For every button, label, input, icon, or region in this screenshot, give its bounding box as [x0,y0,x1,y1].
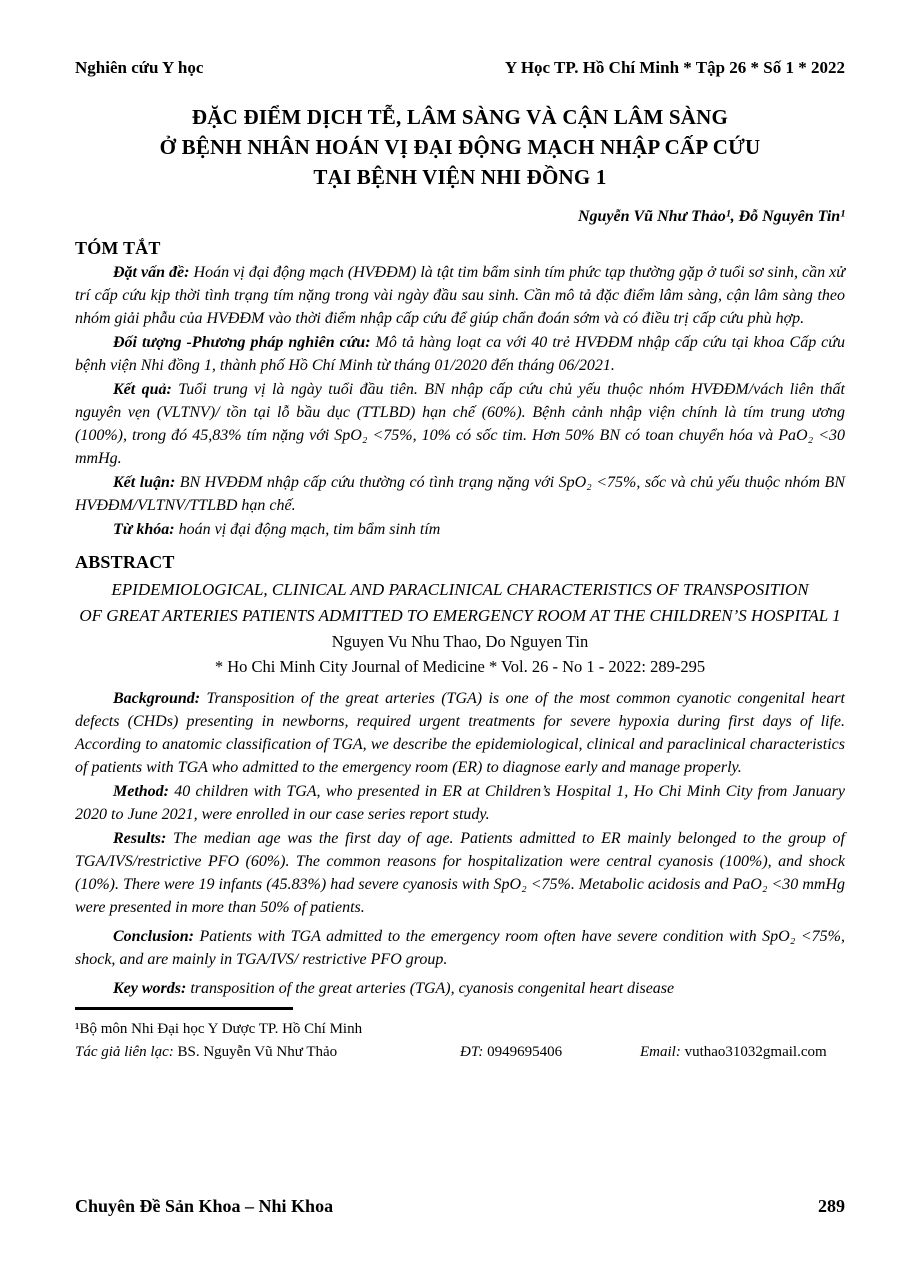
paragraph-lead-label: Method: [113,783,175,800]
paragraph-lead-label: Conclusion: [113,928,200,945]
email-address: vuthao31032gmail.com [684,1044,827,1060]
abstract-paragraph-method [75,780,845,826]
paragraph-text: Transposition of the great arteries (TGA) is one of the most common cyanotic congenital heart defects (CHDs) presenting in newborns, required urgent treatments for severe hypoxia during first days of life. According to anatomic classification of TGA, we describe the epidemiological, clinical and paraclinical characteristics of patients with TGA who admitted to the emergency room (ER) to diagnose early and manage properly. [75,690,845,776]
paragraph-text: hoán vị đại động mạch, tim bẩm sinh tím [178,521,441,538]
paragraph-lead-label: Kết quả: [113,381,179,398]
article-title-line-2: Ở BỆNH NHÂN HOÁN VỊ ĐẠI ĐỘNG MẠCH NHẬP CẤP CỨU [159,135,761,159]
phone-number: 0949695406 [487,1044,563,1060]
paragraph-text: BN HVĐĐM nhập cấp cứu thường có tình trạng nặng với SpO₂ <75%, sốc và chủ yếu thuộc nhóm BN HVĐĐM/VLTNV/TTLBD hạn chế. [75,474,845,514]
paragraph-text: Hoán vị đại động mạch (HVĐĐM) là tật tim bẩm sinh tím phức tạp thường gặp ở tuổi sơ sinh, cần xử trí cấp cứu kịp thời tình trạng tím nặng trong vài ngày đầu sau sinh. Cần mô tả đặc điểm lâm sàng, cận lâm sàng theo nhóm giải phẫu của HVĐĐM vào thời điểm nhập cấp cứu để giúp chẩn đoán sớm và có điều trị cấp cứu phù hợp. [75,264,846,327]
abstract-paragraph-conclusion [75,925,845,971]
abstract-paragraph-keywords [75,977,845,1000]
tomtat-paragraph-dat-van-de [75,261,845,330]
paragraph-lead-label: Đặt vấn đề: [113,264,194,281]
footnote-affiliation: ¹Bộ môn Nhi Đại học Y Dược TP. Hồ Chí Minh [75,1021,363,1037]
paragraph-lead-label: Từ khóa: [113,521,179,538]
abstract-heading: ABSTRACT [75,552,175,572]
footnote-corresponding-author [75,1041,460,1064]
authors-vietnamese: Nguyễn Vũ Như Thảo¹, Đỗ Nguyên Tin¹ [577,208,845,225]
abstract-title-english [75,577,845,629]
paragraph-text: Mô tả hàng loạt ca với 40 trẻ HVĐĐM nhập cấp cứu tại khoa Cấp cứu bệnh viện Nhi đồng 1, thành phố Hồ Chí Minh từ tháng 01/2020 đến tháng 06/2021. [75,334,846,374]
email-label: Email: [640,1044,685,1060]
header-section-label: Nghiên cứu Y học [75,58,204,77]
paragraph-lead-label: Kết luận: [113,474,180,491]
tomtat-paragraph-ket-qua [75,378,845,470]
footnote-email [640,1041,827,1064]
tomtat-paragraph-doi-tuong [75,331,845,377]
abstract-paragraph-results [75,827,845,919]
abstract-title-line-1: EPIDEMIOLOGICAL, CLINICAL AND PARACLINICAL CHARACTERISTICS OF TRANSPOSITION [111,580,809,599]
contact-label: Tác giả liên lạc: [75,1044,178,1060]
footer-page-number: 289 [818,1196,845,1216]
authors-english: Nguyen Vu Nhu Thao, Do Nguyen Tin [331,632,589,651]
paragraph-text: The median age was the first day of age. Patients admitted to ER mainly belonged to the group of TGA/IVS/restrictive PFO (60%). The common reasons for hospitalization were central cyanosis (100%), and shock (10%). There were 19 infants (45.83%) had severe cyanosis with SpO₂ <75%. Metabolic acidosis and PaO₂ <30 mmHg were presented in more than 50% of patients. [75,830,846,916]
paragraph-lead-label: Background: [113,690,207,707]
phone-label: ĐT: [460,1044,488,1060]
tomtat-paragraph-tu-khoa [75,518,845,541]
journal-header [75,58,845,78]
tomtat-paragraph-ket-luan [75,471,845,517]
paragraph-lead-label: Đối tượng -Phương pháp nghiên cứu: [113,334,376,351]
header-journal-citation: Y Học TP. Hồ Chí Minh * Tập 26 * Số 1 * 2022 [504,58,845,77]
journal-reference: * Ho Chi Minh City Journal of Medicine * Vol. 26 - No 1 - 2022: 289-295 [214,657,706,676]
paragraph-text: 40 children with TGA, who presented in ER at Children’s Hospital 1, Ho Chi Minh City from January 2020 to June 2021, were enrolled in our case series report study. [75,783,846,823]
footer-section-title: Chuyên Đề Sản Khoa – Nhi Khoa [75,1196,334,1216]
footnote-contact-line [75,1041,845,1064]
footnotes [75,1018,845,1064]
paragraph-text: Tuổi trung vị là ngày tuổi đầu tiên. BN nhập cấp cứu chủ yếu thuộc nhóm HVĐĐM/vách liên thất nguyên vẹn (VLTNV)/ tồn tại lỗ bầu dục (TTLBD) hạn chế (60%). Bệnh cảnh nhập viện chính là tím trung ương (100%), trong đó 45,83% tím nặng với SpO₂ <75%, 10% có sốc tim. Hơn 50% BN có toan chuyển hóa và PaO₂ <30 mmHg. [75,381,845,467]
page-footer [75,1196,845,1217]
abstract-title-line-2: OF GREAT ARTERIES PATIENTS ADMITTED TO EMERGENCY ROOM AT THE CHILDREN’S HOSPITAL 1 [79,606,841,625]
paragraph-text: transposition of the great arteries (TGA), cyanosis congenital heart disease [190,980,675,997]
article-title-line-1: ĐẶC ĐIỂM DỊCH TỄ, LÂM SÀNG VÀ CẬN LÂM SÀNG [191,105,729,129]
paragraph-text: Patients with TGA admitted to the emergency room often have severe condition with SpO₂ <75%, shock, and are mainly in TGA/IVS/ restrictive PFO group. [75,928,845,968]
paragraph-lead-label: Results: [113,830,174,847]
abstract-paragraph-background [75,687,845,779]
footnote-divider [75,1007,293,1010]
article-title [75,102,845,192]
footnote-phone [460,1041,640,1064]
article-title-line-3: TẠI BỆNH VIỆN NHI ĐỒNG 1 [313,165,607,189]
tomtat-heading: TÓM TẮT [75,238,161,258]
contact-name: BS. Nguyễn Vũ Như Thảo [177,1044,338,1060]
paragraph-lead-label: Key words: [113,980,191,997]
